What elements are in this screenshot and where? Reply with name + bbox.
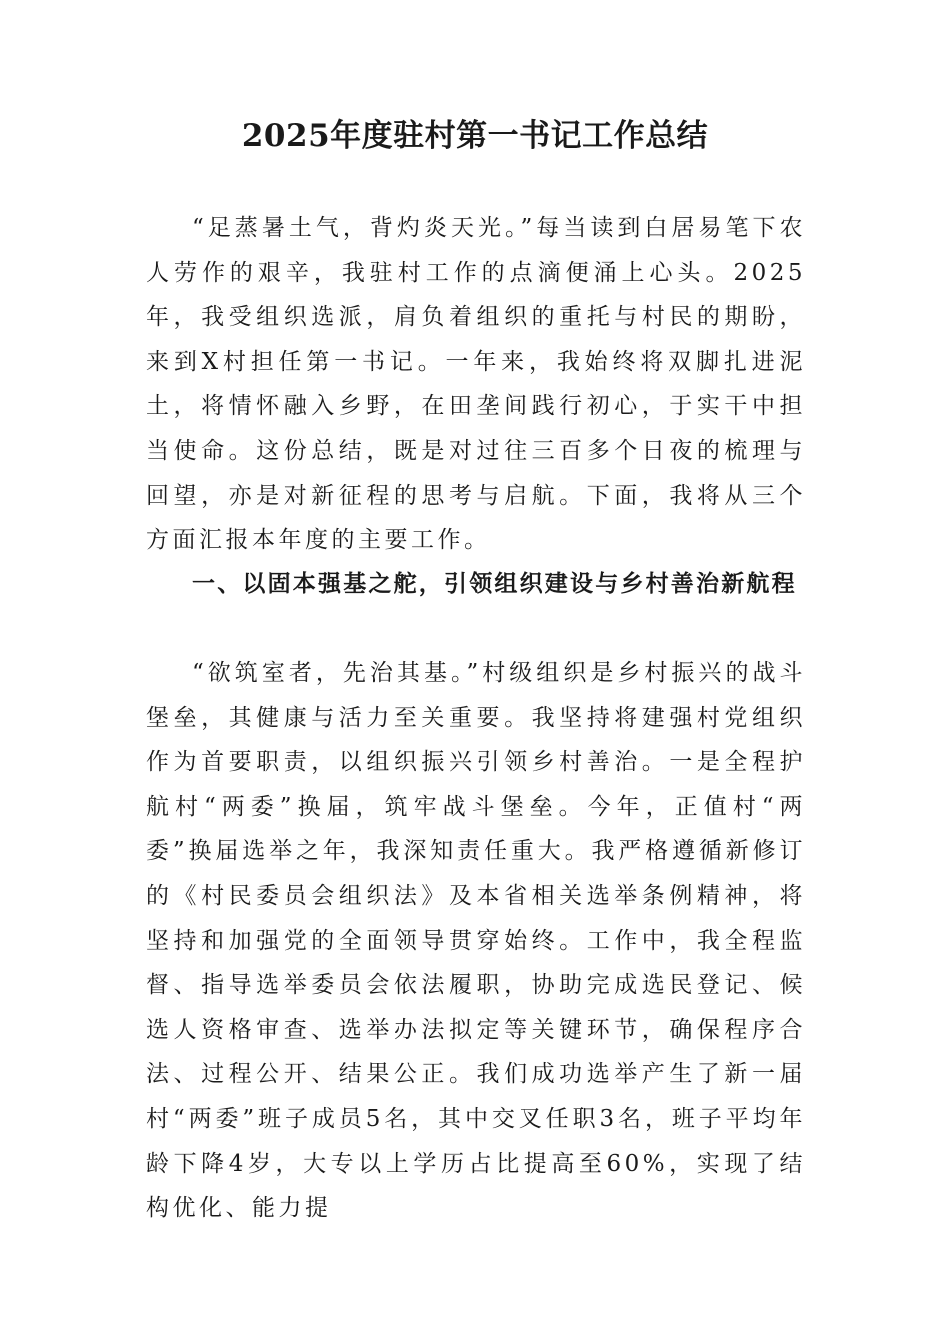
section-1-paragraph: “欲筑室者，先治其基。”村级组织是乡村振兴的战斗堡垒，其健康与活力至关重要。我坚持将建强村党组织作为首要职责，以组织振兴引领乡村善治。一是全程护航村“两委”换届，筑牢战斗堡垒。今年，正值村“两委”换届选举之年，我深知责任重大。我严格遵循新修订的《村民委员会组织法》及本省相关选举条例精神，将坚持和加强党的全面领导贯穿始终。工作中，我全程监督、指导选举委员会依法履职，协助完成选民登记、候选人资格审查、选举办法拟定等关键环节，确保程序合法、过程公开、结果公正。我们成功选举产生了新一届村“两委”班子成员5名，其中交叉任职3名，班子平均年龄下降4岁，大专以上学历占比提高至60%，实现了结构优化、能力提: [146, 660, 806, 1222]
document-title: 2025年度驻村第一书记工作总结: [241, 118, 709, 154]
intro-paragraph: “足蒸暑土气，背灼炎天光。”每当读到白居易笔下农人劳作的艰辛，我驻村工作的点滴便涌上心头。2025年，我受组织选派，肩负着组织的重托与村民的期盼，来到X村担任第一书记。一年来，我始终将双脚扎进泥土，将情怀融入乡野，在田垄间践行初心，于实干中担当使命。这份总结，既是对过往三百多个日夜的梳理与回望，亦是对新征程的思考与启航。下面，我将从三个方面汇报本年度的主要工作。: [146, 215, 806, 554]
section-heading-1: 一、以固本强基之舵，引领组织建设与乡村善治新航程: [192, 571, 797, 597]
